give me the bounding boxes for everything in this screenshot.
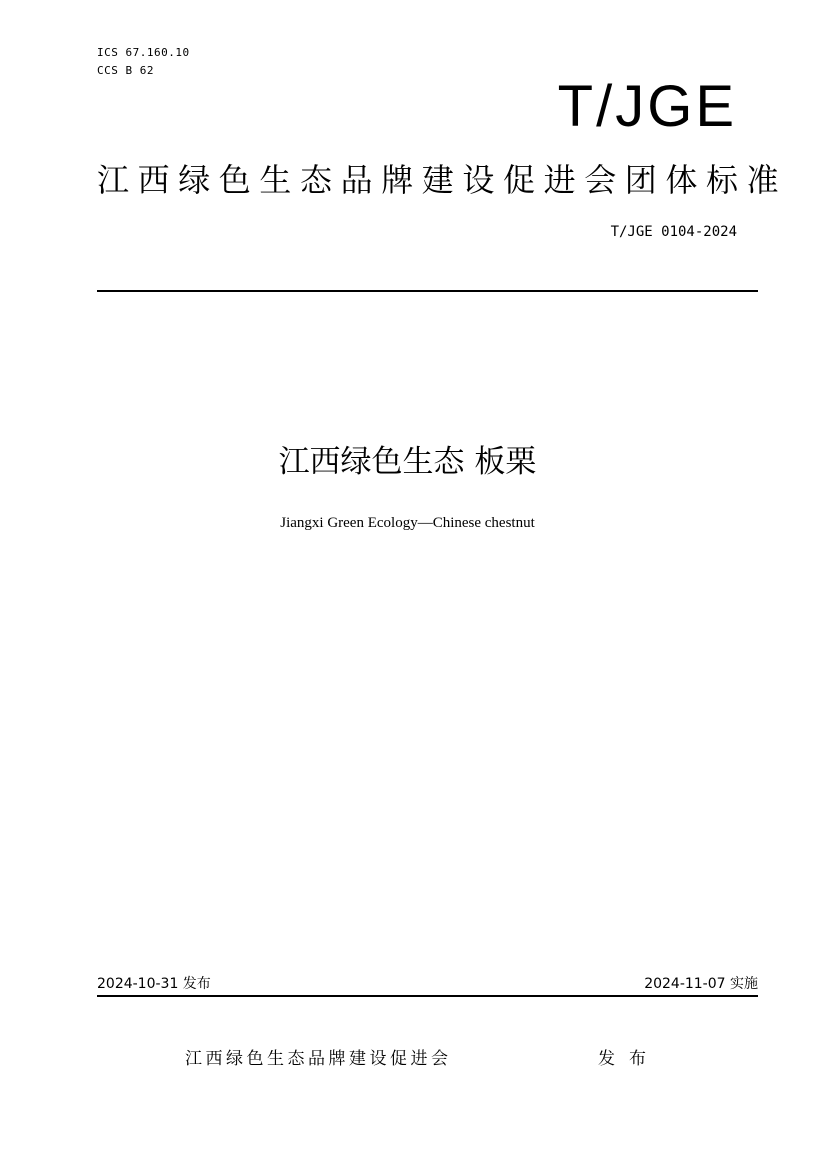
ics-code: ICS 67.160.10 (97, 46, 190, 59)
date-row (97, 973, 758, 997)
ccs-code: CCS B 62 (97, 64, 154, 77)
issue-date: 2024-10-31 发布 (97, 976, 211, 992)
classification-codes (97, 44, 190, 80)
standard-number: T/JGE 0104-2024 (610, 224, 737, 240)
organization-standard-heading: 江西绿色生态品牌建设促进会团体标准 (97, 161, 788, 199)
top-divider (97, 290, 758, 292)
standard-logo: T/JGE (557, 74, 737, 139)
publisher-name: 江西绿色生态品牌建设促进会 (185, 1049, 452, 1069)
document-title-chinese: 江西绿色生态 板栗 (278, 444, 537, 480)
document-title-english: Jiangxi Green Ecology—Chinese chestnut (280, 515, 535, 531)
publish-label: 发布 (598, 1049, 660, 1069)
implementation-date: 2024-11-07 实施 (644, 976, 758, 992)
